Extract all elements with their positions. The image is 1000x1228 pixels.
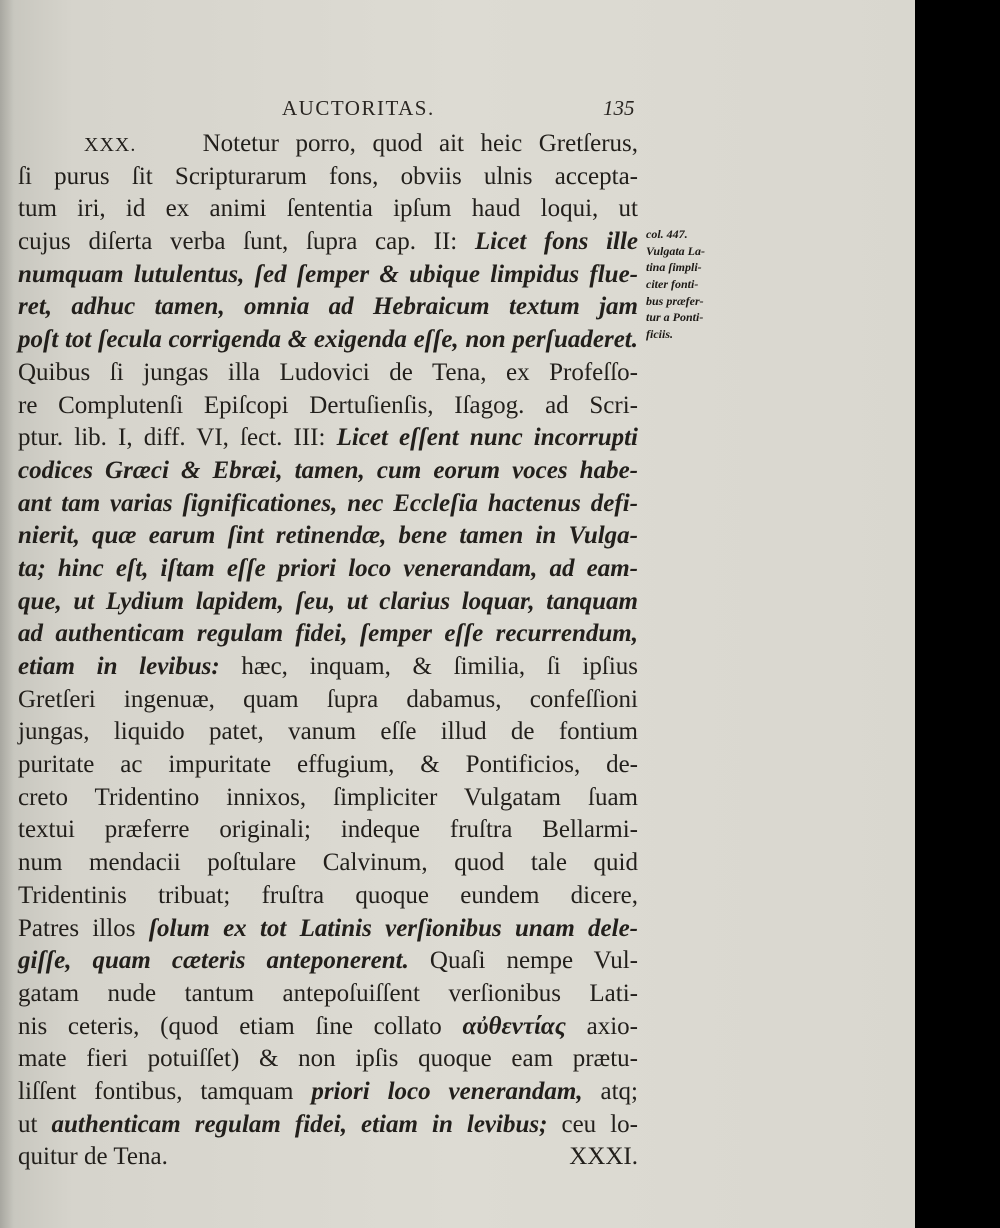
text-line: cujus diſerta verba ſunt, ſupra cap. II: Licet fons ille: [18, 228, 638, 256]
section-number: XXX.: [84, 134, 137, 156]
text-line: etiam in levibus: hæc, inquam, & ſimilia, ſi ipſius: [18, 653, 639, 680]
text-line: mate fieri potuiſſet) & non ipſis quoque eam prætu-: [18, 1045, 638, 1073]
text-line: ant tam varias ſignificationes, nec Eccleſia hactenus defi-: [18, 489, 638, 517]
text-line: tum iri, id ex animi ſententia ipſum haud loqui, ut: [18, 195, 638, 223]
text-line: giſſe, quam cæteris anteponerent. Quaſi nempe Vul-: [18, 947, 639, 975]
text-line: puritate ac impuritate effugium, & Pontificios, de-: [18, 751, 638, 779]
marginal-line: bus præfer-: [646, 293, 704, 308]
text-line: Patres illos ſolum ex tot Latinis verſionibus unam dele-: [18, 914, 639, 942]
marginal-line: Vulgata La-: [646, 243, 706, 258]
text-line: XXX. Notetur porro, quod ait heic Gretſerus,: [84, 130, 638, 157]
text-line: gatam nude tantum antepoſuiſſent verſionibus Lati-: [18, 979, 638, 1007]
catchword: XXXI.: [569, 1143, 638, 1171]
text-line: creto Tridentino innixos, ſimpliciter Vulgatam ſuam: [18, 783, 638, 811]
text-line: jungas, liquido patet, vanum eſſe illud de fontium: [18, 718, 638, 746]
marginal-line: col. 447.: [646, 227, 688, 241]
text-line: liſſent fontibus, tamquam priori loco venerandam, atq;: [18, 1077, 638, 1105]
text-line: Tridentinis tribuat; fruſtra quoque eundem dicere,: [18, 881, 638, 909]
marginal-line: ficiis.: [646, 327, 673, 342]
text-line: quitur de Tena. XXXI.: [18, 1141, 638, 1174]
marginal-line: tina ſimpli-: [646, 260, 702, 275]
text-line: que, ut Lydium lapidem, ſeu, ut clarius loquar, tanquam: [18, 587, 638, 615]
text-line: Quibus ſi jungas illa Ludovici de Tena, ex Profeſſo-: [18, 358, 638, 386]
text-line: re Complutenſi Epiſcopi Dertuſienſis, Iſagog. ad Scri-: [18, 391, 638, 419]
text-line: nis ceteris, (quod etiam ſine collato αὐθεντίας axio-: [18, 1012, 639, 1040]
running-title: AUCTORITAS.: [282, 96, 435, 120]
text-line: nierit, quæ earum ſint retinendæ, bene tamen in Vulga-: [18, 522, 638, 550]
text-line: ut authenticam regulam fidei, etiam in levibus; ceu lo-: [18, 1110, 638, 1138]
text-line: Gretſeri ingenuæ, quam ſupra dabamus, confeſſioni: [18, 685, 638, 713]
text-line: ad authenticam regulam fidei, ſemper eſſe recurrendum,: [18, 620, 638, 648]
text-line: ptur. lib. I, diff. VI, ſect. III: Licet eſſent nunc incorrupti: [18, 424, 638, 452]
text-line: ta; hinc eſt, iſtam eſſe priori loco venerandam, ad eam-: [18, 554, 638, 582]
text-line: ſi purus ſit Scripturarum fons, obviis ulnis accepta-: [18, 162, 638, 190]
main-text: [18, 128, 638, 1174]
text-line: textui præferre originali; indeque fruſtra Bellarmi-: [18, 816, 638, 844]
page-number: 135: [603, 96, 635, 120]
marginal-line: citer fonti-: [646, 277, 699, 292]
text-line: codices Græci & Ebræi, tamen, cum eorum voces habe-: [18, 456, 638, 484]
text-line: num mendacii poſtulare Calvinum, quod tale quid: [18, 849, 638, 877]
marginal-note: [646, 226, 776, 343]
text-line: ret, adhuc tamen, omnia ad Hebraicum textum jam: [18, 293, 638, 321]
running-header: [0, 96, 640, 126]
marginal-line: tur a Ponti-: [646, 310, 704, 325]
text-line: numquam lutulentus, ſed ſemper & ubique limpidus flue-: [18, 260, 638, 288]
text-line: poſt tot ſecula corrigenda & exigenda eſſe, non perſuaderet.: [18, 326, 638, 354]
